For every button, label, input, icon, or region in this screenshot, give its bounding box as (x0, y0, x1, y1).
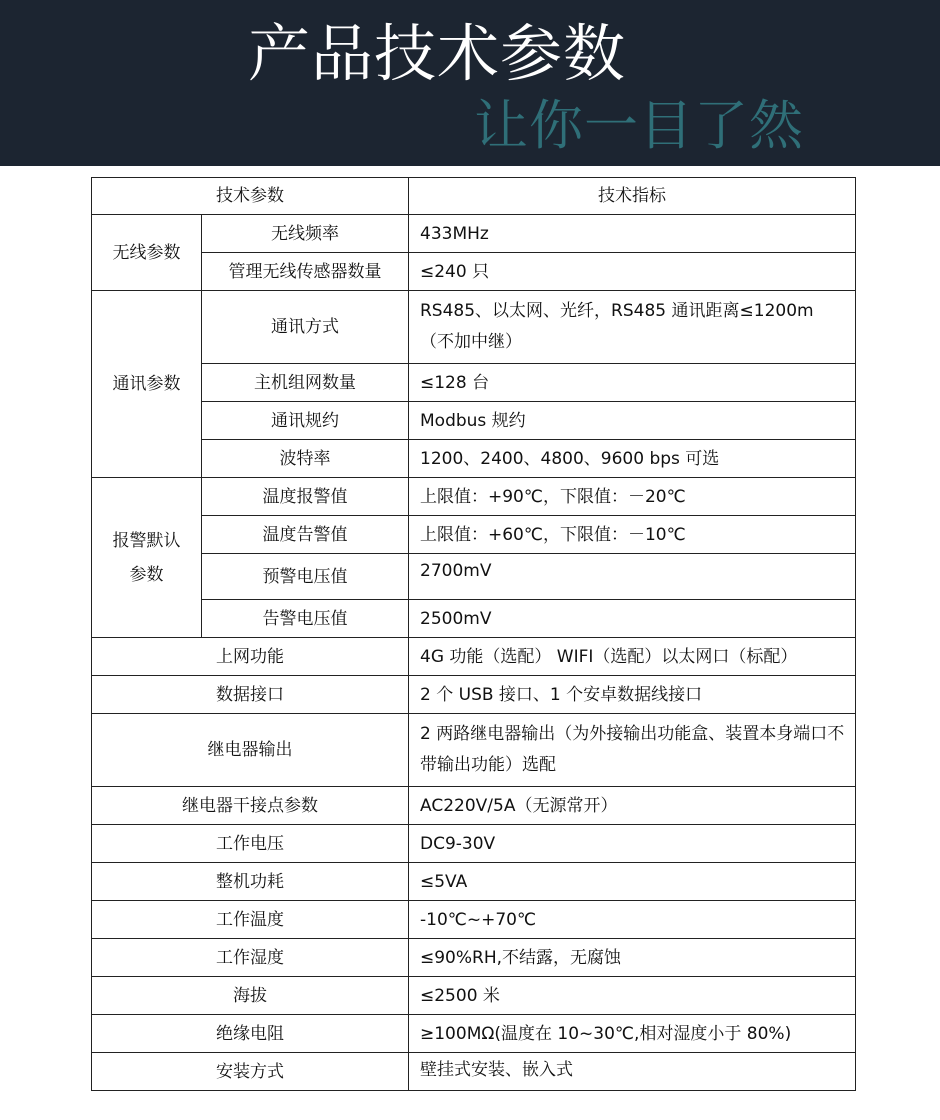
table-row (92, 402, 856, 440)
table-row (92, 291, 856, 364)
header-spec: 技术指标 (409, 178, 856, 215)
row-name: 无线频率 (202, 215, 409, 253)
row-value: -10℃~+70℃ (409, 901, 856, 939)
row-name: 工作湿度 (92, 939, 409, 977)
row-value: 2700mV (409, 554, 856, 600)
table-row (92, 901, 856, 939)
row-name: 上网功能 (92, 638, 409, 676)
table-row (92, 600, 856, 638)
table-row (92, 215, 856, 253)
header-banner (0, 0, 940, 166)
row-value: RS485、以太网、光纤，RS485 通讯距离≤1200m（不加中继） (409, 291, 856, 364)
page-title: 产品技术参数 (248, 17, 627, 90)
row-value: 4G 功能（选配） WIFI（选配）以太网口（标配） (409, 638, 856, 676)
table-row (92, 676, 856, 714)
row-name: 温度告警值 (202, 516, 409, 554)
table-row (92, 440, 856, 478)
table-header-row (92, 178, 856, 215)
table-row (92, 1053, 856, 1091)
row-value: ≥100MΩ(温度在 10~30℃,相对湿度小于 80%) (409, 1015, 856, 1053)
row-name: 工作温度 (92, 901, 409, 939)
row-name: 继电器干接点参数 (92, 787, 409, 825)
group-label-alarm-text: 报警默认参数 (112, 530, 181, 585)
row-name: 管理无线传感器数量 (202, 253, 409, 291)
table-row (92, 939, 856, 977)
row-value: 2500mV (409, 600, 856, 638)
row-value: 上限值：+60℃，下限值：－10℃ (409, 516, 856, 554)
row-value: ≤90%RH,不结露，无腐蚀 (409, 939, 856, 977)
group-label-wireless: 无线参数 (92, 215, 202, 291)
table-row (92, 825, 856, 863)
table-row (92, 1015, 856, 1053)
table-row (92, 863, 856, 901)
table-row (92, 787, 856, 825)
row-value: 2 个 USB 接口、1 个安卓数据线接口 (409, 676, 856, 714)
row-value: AC220V/5A（无源常开） (409, 787, 856, 825)
row-name: 温度报警值 (202, 478, 409, 516)
row-name: 告警电压值 (202, 600, 409, 638)
row-name: 通讯方式 (202, 291, 409, 364)
row-name: 预警电压值 (202, 554, 409, 600)
table-row (92, 977, 856, 1015)
row-name: 海拔 (92, 977, 409, 1015)
table-row (92, 364, 856, 402)
table-row (92, 478, 856, 516)
row-value: DC9-30V (409, 825, 856, 863)
row-value: 壁挂式安装、嵌入式 (409, 1053, 856, 1091)
table-row (92, 554, 856, 600)
row-value: ≤240 只 (409, 253, 856, 291)
row-name: 整机功耗 (92, 863, 409, 901)
row-value: 433MHz (409, 215, 856, 253)
group-label-alarm (92, 478, 202, 638)
table-row (92, 253, 856, 291)
row-name: 数据接口 (92, 676, 409, 714)
row-name: 安装方式 (92, 1053, 409, 1091)
row-value: 2 两路继电器输出（为外接输出功能盒、装置本身端口不带输出功能）选配 (409, 714, 856, 787)
row-name: 绝缘电阻 (92, 1015, 409, 1053)
page-subtitle: 让你一目了然 (474, 94, 804, 157)
row-value: Modbus 规约 (409, 402, 856, 440)
row-value: ≤128 台 (409, 364, 856, 402)
group-label-comm: 通讯参数 (92, 291, 202, 478)
row-name: 主机组网数量 (202, 364, 409, 402)
row-value: 1200、2400、4800、9600 bps 可选 (409, 440, 856, 478)
row-name: 继电器输出 (92, 714, 409, 787)
row-name: 波特率 (202, 440, 409, 478)
row-value: 上限值：+90℃，下限值：－20℃ (409, 478, 856, 516)
header-param: 技术参数 (92, 178, 409, 215)
row-name: 通讯规约 (202, 402, 409, 440)
table-row (92, 516, 856, 554)
spec-table (91, 177, 856, 1091)
row-name: 工作电压 (92, 825, 409, 863)
row-value: ≤2500 米 (409, 977, 856, 1015)
table-row (92, 638, 856, 676)
table-row (92, 714, 856, 787)
row-value: ≤5VA (409, 863, 856, 901)
